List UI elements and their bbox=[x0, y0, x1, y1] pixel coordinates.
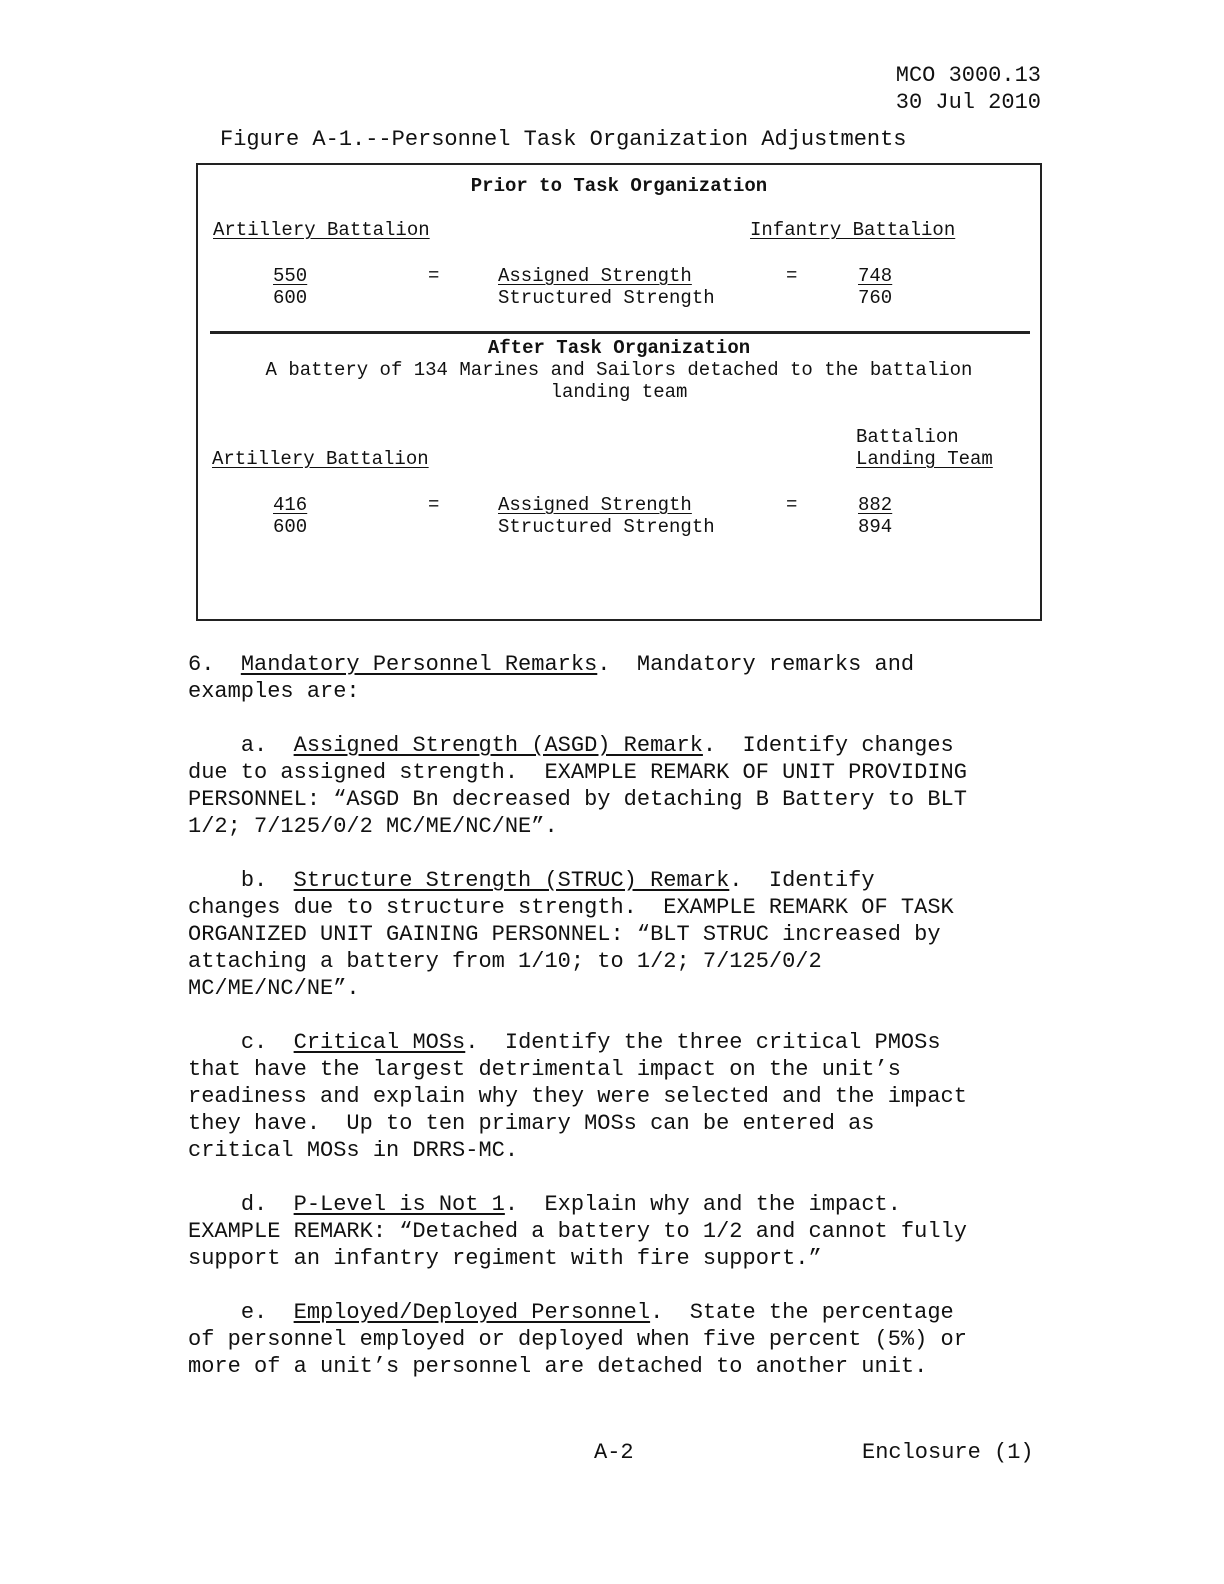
item-b-first-line bbox=[188, 867, 1048, 894]
item-d-label: d. bbox=[240, 1192, 268, 1217]
item-d-rest: . Explain why and the impact. bbox=[504, 1192, 901, 1217]
prior-left-assigned: 550 bbox=[273, 265, 308, 287]
section-divider bbox=[210, 331, 1030, 334]
after-right-unit-line1: Battalion bbox=[856, 426, 959, 448]
prior-right-unit: Infantry Battalion bbox=[750, 219, 956, 241]
item-e-label: e. bbox=[240, 1300, 268, 1325]
document-number: MCO 3000.13 bbox=[895, 63, 1041, 88]
prior-left-structured: 600 bbox=[273, 287, 308, 309]
section-heading: Mandatory Personnel Remarks bbox=[240, 652, 598, 677]
item-c-first-line bbox=[188, 1029, 1048, 1056]
after-left-structured: 600 bbox=[273, 516, 308, 538]
item-d-line: EXAMPLE REMARK: “Detached a battery to 1/2 and cannot fully bbox=[188, 1219, 967, 1244]
item-c-heading: Critical MOSs bbox=[293, 1030, 466, 1055]
after-right-assigned: 882 bbox=[858, 494, 893, 516]
prior-heading: Prior to Task Organization bbox=[470, 175, 768, 197]
item-b-line: attaching a battery from 1/10; to 1/2; 7/125/0/2 bbox=[188, 949, 822, 974]
figure-title: Figure A-1.--Personnel Task Organization Adjustments bbox=[220, 127, 907, 152]
item-c-line: readiness and explain why they were selected and the impact bbox=[188, 1084, 967, 1109]
item-e-line: of personnel employed or deployed when five percent (5%) or bbox=[188, 1327, 967, 1352]
item-a-label: a. bbox=[240, 733, 268, 758]
prior-equals-right: = bbox=[786, 265, 798, 287]
section-number: 6. bbox=[188, 652, 215, 677]
prior-equals-left: = bbox=[428, 265, 440, 287]
item-b-line: MC/ME/NC/NE”. bbox=[188, 976, 360, 1001]
prior-structured-label: Structured Strength bbox=[498, 287, 715, 309]
after-left-assigned: 416 bbox=[273, 494, 308, 516]
section-6-intro-line2: examples are: bbox=[188, 679, 360, 704]
item-b-label: b. bbox=[240, 868, 268, 893]
after-equals-right: = bbox=[786, 494, 798, 516]
item-b-rest: . Identify bbox=[729, 868, 875, 893]
after-left-unit: Artillery Battalion bbox=[212, 448, 429, 470]
item-a-line: 1/2; 7/125/0/2 MC/ME/NC/NE”. bbox=[188, 814, 558, 839]
item-d-first-line bbox=[188, 1191, 1048, 1218]
item-a-first-line bbox=[188, 732, 1048, 759]
item-e-line: more of a unit’s personnel are detached to another unit. bbox=[188, 1354, 928, 1379]
item-c-rest: . Identify the three critical PMOSs bbox=[465, 1030, 941, 1055]
item-a-line: due to assigned strength. EXAMPLE REMARK OF UNIT PROVIDING bbox=[188, 760, 967, 785]
item-e-rest: . State the percentage bbox=[650, 1300, 954, 1325]
item-b-line: ORGANIZED UNIT GAINING PERSONNEL: “BLT STRUC increased by bbox=[188, 922, 941, 947]
item-b-heading: Structure Strength (STRUC) Remark bbox=[293, 868, 730, 893]
section-intro-rest: . Mandatory remarks and bbox=[597, 652, 915, 677]
after-description-line1: A battery of 134 Marines and Sailors detached to the battalion bbox=[265, 359, 973, 381]
item-c-line: critical MOSs in DRRS-MC. bbox=[188, 1138, 519, 1163]
item-a-heading: Assigned Strength (ASGD) Remark bbox=[293, 733, 703, 758]
item-d-line: support an infantry regiment with fire support.” bbox=[188, 1246, 822, 1271]
prior-assigned-label: Assigned Strength bbox=[498, 265, 692, 287]
item-d-heading: P-Level is Not 1 bbox=[293, 1192, 505, 1217]
enclosure-label: Enclosure (1) bbox=[862, 1440, 1034, 1465]
after-right-unit-line2: Landing Team bbox=[856, 448, 993, 470]
prior-right-structured: 760 bbox=[858, 287, 893, 309]
after-equals-left: = bbox=[428, 494, 440, 516]
item-c-line: that have the largest detrimental impact on the unit’s bbox=[188, 1057, 901, 1082]
page-number: A-2 bbox=[594, 1440, 634, 1465]
after-heading: After Task Organization bbox=[487, 337, 751, 359]
item-b-line: changes due to structure strength. EXAMPLE REMARK OF TASK bbox=[188, 895, 954, 920]
prior-left-unit: Artillery Battalion bbox=[213, 219, 430, 241]
document-date: 30 Jul 2010 bbox=[895, 90, 1041, 115]
item-e-first-line bbox=[188, 1299, 1048, 1326]
figure-box bbox=[196, 163, 1042, 621]
item-a-line: PERSONNEL: “ASGD Bn decreased by detaching B Battery to BLT bbox=[188, 787, 967, 812]
after-structured-label: Structured Strength bbox=[498, 516, 715, 538]
after-right-structured: 894 bbox=[858, 516, 893, 538]
item-c-label: c. bbox=[240, 1030, 268, 1055]
item-e-heading: Employed/Deployed Personnel bbox=[293, 1300, 651, 1325]
section-6-intro bbox=[188, 651, 1048, 678]
item-c-line: they have. Up to ten primary MOSs can be entered as bbox=[188, 1111, 875, 1136]
after-description-line2: landing team bbox=[550, 381, 688, 403]
item-a-rest: . Identify changes bbox=[702, 733, 954, 758]
prior-right-assigned: 748 bbox=[858, 265, 893, 287]
after-assigned-label: Assigned Strength bbox=[498, 494, 692, 516]
